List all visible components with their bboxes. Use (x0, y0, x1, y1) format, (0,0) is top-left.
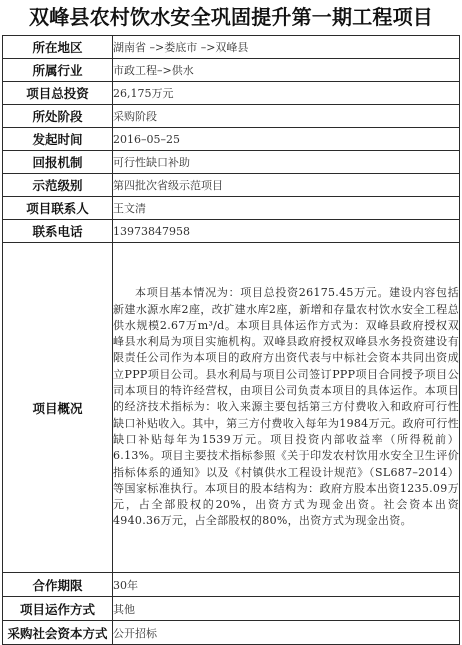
table-row-overview (3, 243, 460, 573)
operation-mode-value: 其他 (113, 597, 460, 621)
table-row-region (3, 36, 460, 59)
table-row-contact (3, 197, 460, 220)
project-info-table (2, 35, 460, 645)
table-row-cooperation-period (3, 573, 460, 597)
industry-value: 市政工程–>供水 (113, 59, 460, 82)
demo-level-value: 第四批次省级示范项目 (113, 174, 460, 197)
contact-value: 王文清 (113, 197, 460, 220)
stage-value: 采购阶段 (113, 105, 460, 128)
table-row-industry (3, 59, 460, 82)
contact-label: 项目联系人 (3, 197, 113, 220)
start-date-value: 2016–05–25 (113, 128, 460, 151)
start-date-label: 发起时间 (3, 128, 113, 151)
operation-mode-label: 项目运作方式 (3, 597, 113, 621)
table-row-start-date (3, 128, 460, 151)
table-row-return-mechanism (3, 151, 460, 174)
procurement-method-value: 公开招标 (113, 621, 460, 645)
table-row-stage (3, 105, 460, 128)
return-mechanism-label: 回报机制 (3, 151, 113, 174)
total-investment-value: 26,175万元 (113, 82, 460, 105)
region-label: 所在地区 (3, 36, 113, 59)
region-value: 湖南省 –>娄底市 –>双峰县 (113, 36, 460, 59)
table-row-procurement-method (3, 621, 460, 645)
overview-text: 本项目基本情况为：项目总投资26175.45万元。建设内容包括新建水源水库2座，改扩建水库2座，新增和存量农村饮水安全工程总供水规模2.67万m³/d。本项目具体运作方式为：双峰县政府授权双峰县水利局为项目实施机构。双峰县政府授权双峰县水务投资建设有限责任公司作为本项目的政府方出资代表与中标社会资本共同出资成立PPP项目公司。县水利局与项目公司签订PPP项目合同授予项目公司本项目的特许经营权，由项目公司负责本项目的具体运作。本项目的经济技术指标为：收入来源主要包括第三方付费收入和政府可行性缺口补贴收入。其中，第三方付费收入每年为1984万元。政府可行性缺口补贴每年为1539万元。项目投资内部收益率（所得税前）6.13%。项目主要技术指标参照《关于印发农村饮用水安全卫生评价指标体系的通知》以及《村镇供水工程设计规范》（SL687–2014）等国家标准执行。本项目的股本结构为：政府方股本出资1235.09万元，占全部股权的20%，出资方式为现金出资。社会资本出资4940.36万元，占全部股权的80%，出资方式为现金出资。 (113, 243, 460, 573)
overview-label: 项目概况 (3, 243, 113, 573)
procurement-method-label: 采购社会资本方式 (3, 621, 113, 645)
table-row-demo-level (3, 174, 460, 197)
cooperation-period-value: 30年 (113, 573, 460, 597)
industry-label: 所属行业 (3, 59, 113, 82)
total-investment-label: 项目总投资 (3, 82, 113, 105)
demo-level-label: 示范级别 (3, 174, 113, 197)
return-mechanism-value: 可行性缺口补助 (113, 151, 460, 174)
table-row-phone (3, 220, 460, 243)
phone-value: 13973847958 (113, 220, 460, 243)
table-row-operation-mode (3, 597, 460, 621)
phone-label: 联系电话 (3, 220, 113, 243)
page-title: 双峰县农村饮水安全巩固提升第一期工程项目 (29, 5, 433, 29)
stage-label: 所处阶段 (3, 105, 113, 128)
table-row-total-investment (3, 82, 460, 105)
cooperation-period-label: 合作期限 (3, 573, 113, 597)
